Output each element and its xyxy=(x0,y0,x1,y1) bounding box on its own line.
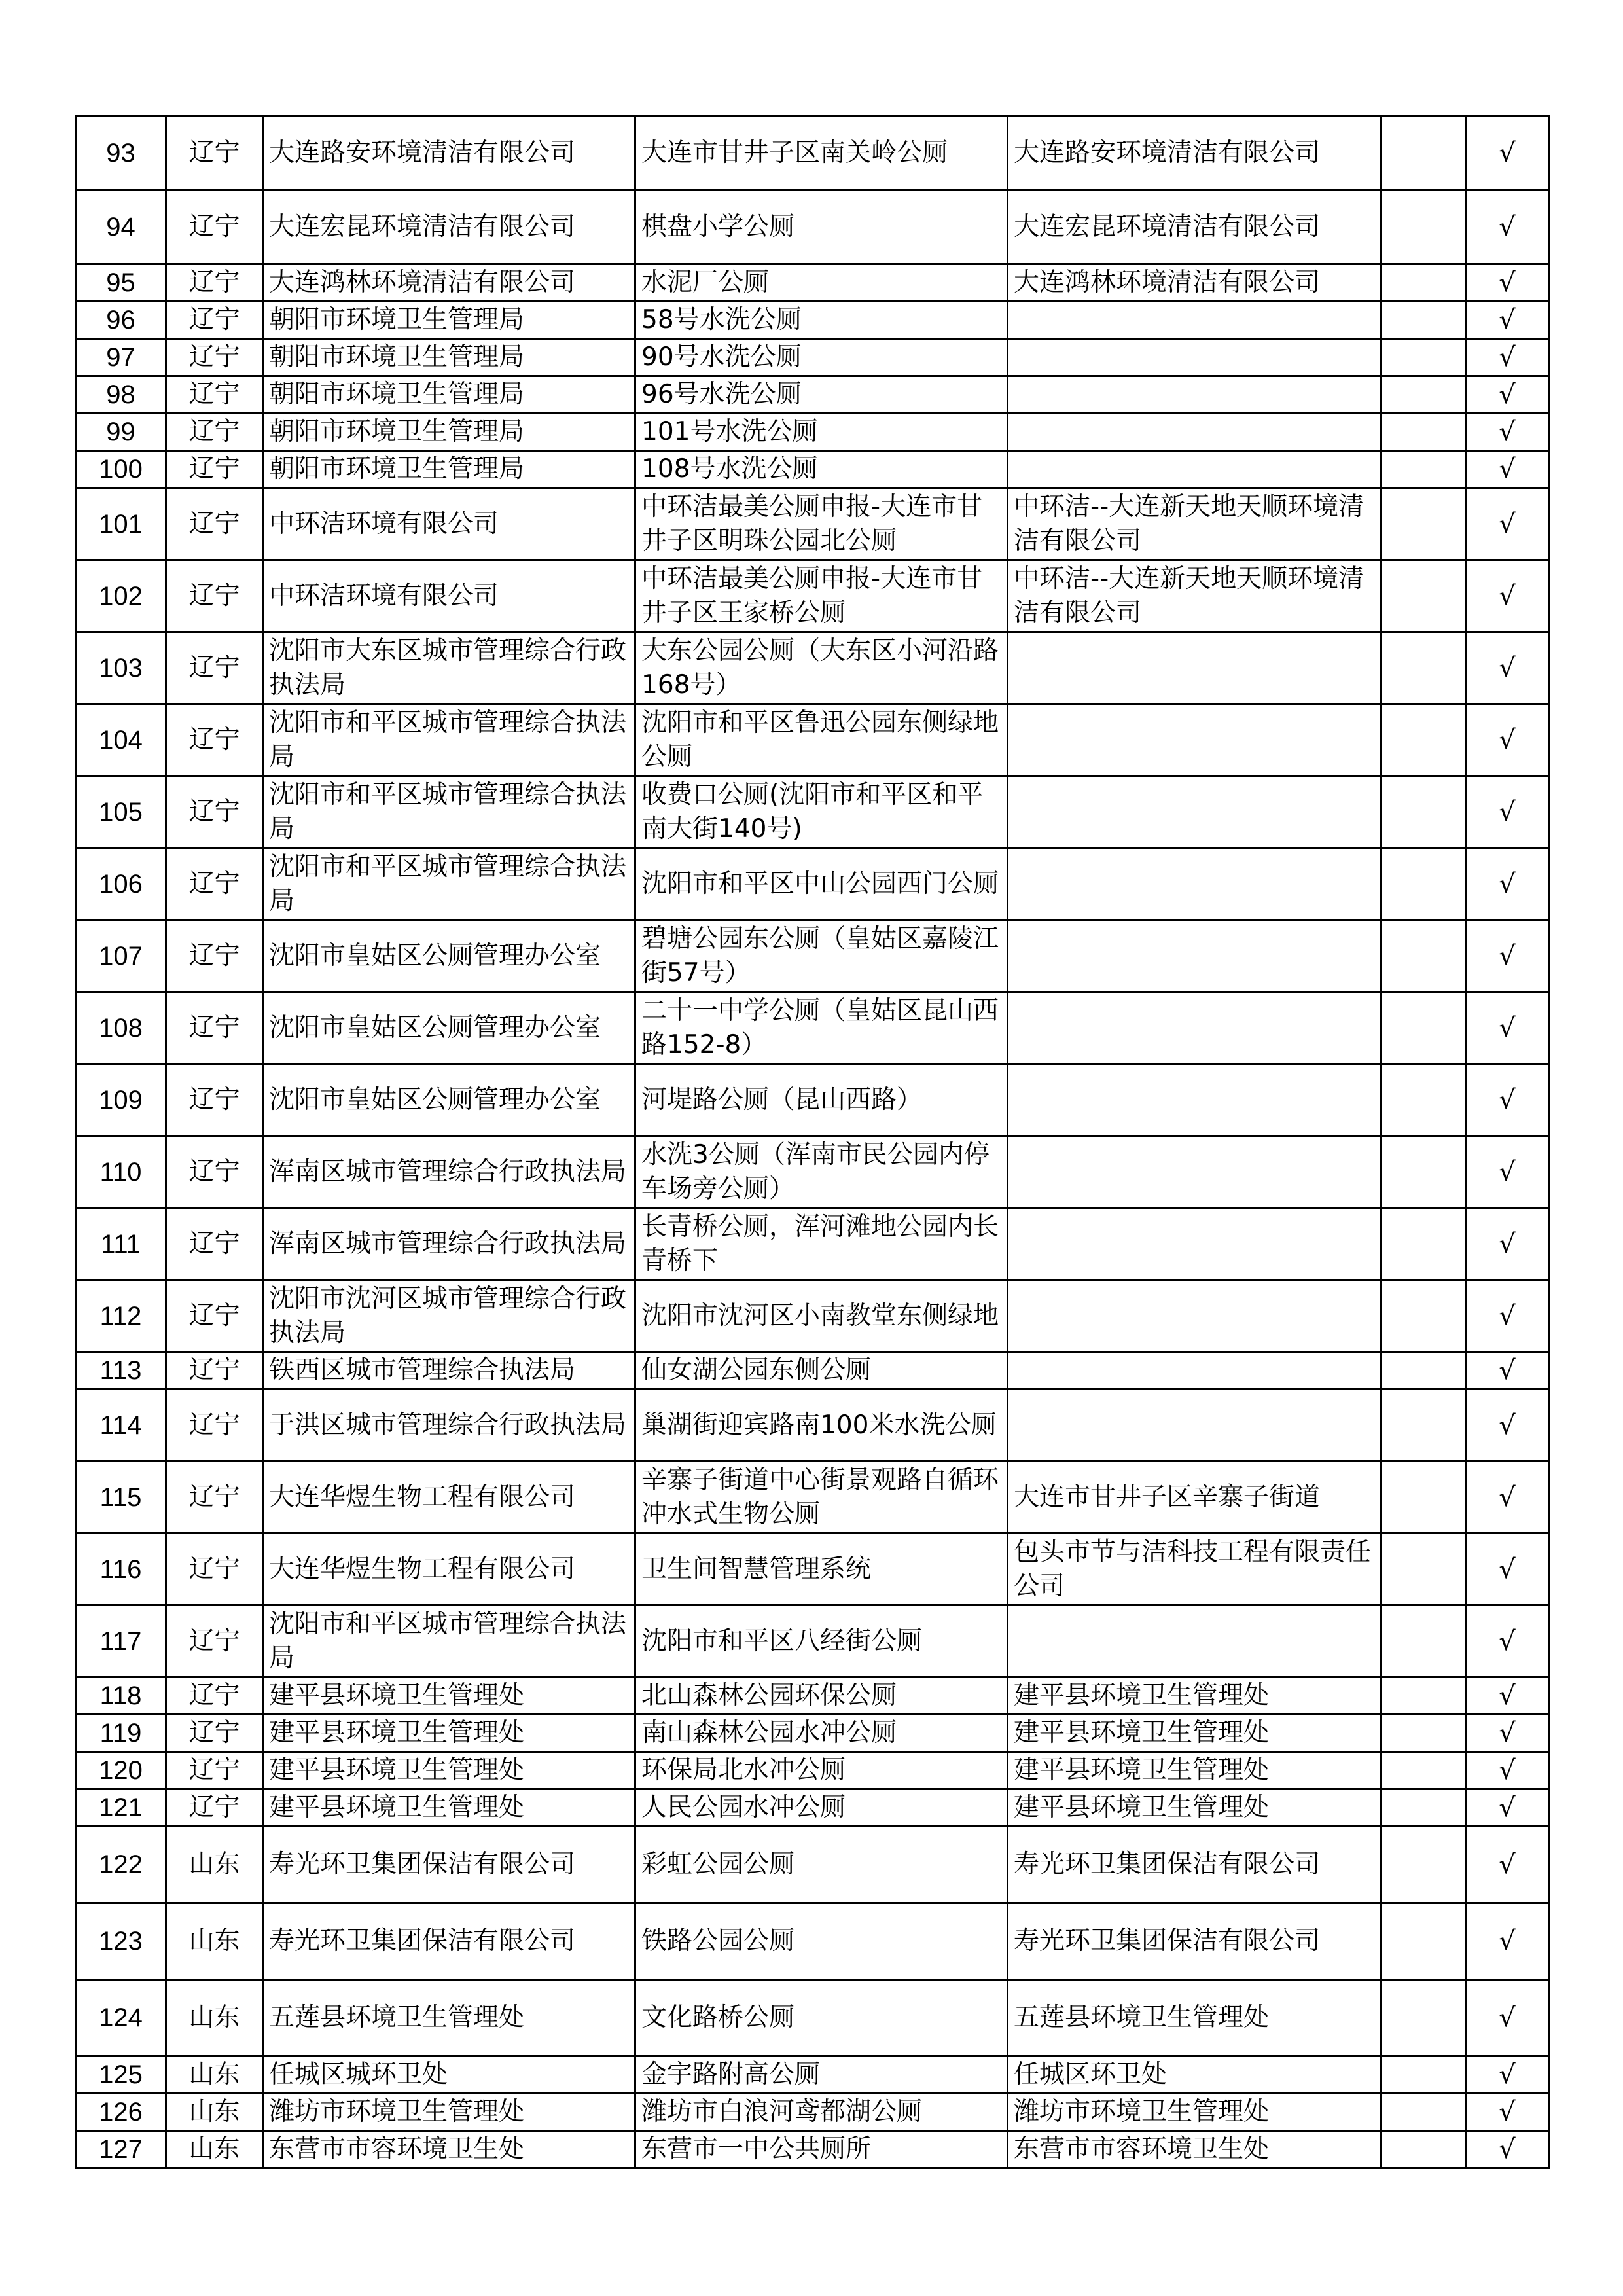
management-unit-cell xyxy=(1008,1390,1382,1462)
note-cell xyxy=(1382,451,1466,488)
management-unit-cell: 五莲县环境卫生管理处 xyxy=(1008,1980,1382,2056)
row-number: 125 xyxy=(76,2056,166,2094)
toilet-name-cell: 大连市甘井子区南关岭公厕 xyxy=(635,117,1008,190)
table-row xyxy=(76,1752,1549,1789)
note-cell xyxy=(1382,1390,1466,1462)
toilet-name-cell: 辛寨子街道中心街景观路自循环冲水式生物公厕 xyxy=(635,1462,1008,1534)
check-mark-cell: √ xyxy=(1466,339,1549,376)
management-unit-cell xyxy=(1008,1136,1382,1208)
table-row xyxy=(76,1677,1549,1715)
check-mark-cell: √ xyxy=(1466,1677,1549,1715)
management-unit-cell xyxy=(1008,1605,1382,1677)
province-cell: 辽宁 xyxy=(166,560,263,632)
note-cell xyxy=(1382,704,1466,776)
check-mark-cell: √ xyxy=(1466,1605,1549,1677)
management-unit-cell xyxy=(1008,451,1382,488)
note-cell xyxy=(1382,1677,1466,1715)
row-number: 109 xyxy=(76,1064,166,1136)
note-cell xyxy=(1382,1752,1466,1789)
toilet-name-cell: 东营市一中公共厕所 xyxy=(635,2131,1008,2168)
table-row xyxy=(76,414,1549,451)
toilet-list-table xyxy=(75,115,1550,2169)
toilet-name-cell: 卫生间智慧管理系统 xyxy=(635,1534,1008,1605)
toilet-name-cell: 58号水洗公厕 xyxy=(635,302,1008,339)
organization-cell: 沈阳市皇姑区公厕管理办公室 xyxy=(263,1064,635,1136)
note-cell xyxy=(1382,302,1466,339)
row-number: 108 xyxy=(76,992,166,1064)
toilet-name-cell: 收费口公厕(沈阳市和平区和平南大街140号) xyxy=(635,776,1008,848)
table-row xyxy=(76,1352,1549,1390)
table-row xyxy=(76,848,1549,920)
row-number: 123 xyxy=(76,1903,166,1980)
table-row xyxy=(76,376,1549,414)
province-cell: 辽宁 xyxy=(166,920,263,992)
table-row xyxy=(76,302,1549,339)
row-number: 121 xyxy=(76,1789,166,1827)
management-unit-cell: 中环洁--大连新天地天顺环境清洁有限公司 xyxy=(1008,488,1382,560)
note-cell xyxy=(1382,376,1466,414)
note-cell xyxy=(1382,1352,1466,1390)
row-number: 93 xyxy=(76,117,166,190)
management-unit-cell xyxy=(1008,339,1382,376)
toilet-name-cell: 96号水洗公厕 xyxy=(635,376,1008,414)
management-unit-cell: 大连路安环境清洁有限公司 xyxy=(1008,117,1382,190)
note-cell xyxy=(1382,264,1466,302)
note-cell xyxy=(1382,632,1466,704)
row-number: 110 xyxy=(76,1136,166,1208)
organization-cell: 寿光环卫集团保洁有限公司 xyxy=(263,1827,635,1903)
table-row xyxy=(76,1980,1549,2056)
toilet-name-cell: 碧塘公园东公厕（皇姑区嘉陵江街57号） xyxy=(635,920,1008,992)
row-number: 127 xyxy=(76,2131,166,2168)
check-mark-cell: √ xyxy=(1466,376,1549,414)
table-row xyxy=(76,1534,1549,1605)
check-mark-cell: √ xyxy=(1466,451,1549,488)
table-row xyxy=(76,117,1549,190)
check-mark-cell: √ xyxy=(1466,1827,1549,1903)
province-cell: 山东 xyxy=(166,1903,263,1980)
check-mark-cell: √ xyxy=(1466,704,1549,776)
management-unit-cell: 包头市节与洁科技工程有限责任公司 xyxy=(1008,1534,1382,1605)
toilet-name-cell: 文化路桥公厕 xyxy=(635,1980,1008,2056)
row-number: 94 xyxy=(76,190,166,264)
check-mark-cell: √ xyxy=(1466,117,1549,190)
toilet-name-cell: 大东公园公厕（大东区小河沿路168号） xyxy=(635,632,1008,704)
note-cell xyxy=(1382,2056,1466,2094)
province-cell: 辽宁 xyxy=(166,190,263,264)
note-cell xyxy=(1382,488,1466,560)
organization-cell: 寿光环卫集团保洁有限公司 xyxy=(263,1903,635,1980)
table-row xyxy=(76,2131,1549,2168)
note-cell xyxy=(1382,1903,1466,1980)
check-mark-cell: √ xyxy=(1466,2131,1549,2168)
note-cell xyxy=(1382,848,1466,920)
province-cell: 辽宁 xyxy=(166,376,263,414)
organization-cell: 大连华煜生物工程有限公司 xyxy=(263,1534,635,1605)
note-cell xyxy=(1382,920,1466,992)
organization-cell: 东营市市容环境卫生处 xyxy=(263,2131,635,2168)
check-mark-cell: √ xyxy=(1466,2094,1549,2131)
note-cell xyxy=(1382,1715,1466,1752)
management-unit-cell: 建平县环境卫生管理处 xyxy=(1008,1677,1382,1715)
check-mark-cell: √ xyxy=(1466,1789,1549,1827)
management-unit-cell: 潍坊市环境卫生管理处 xyxy=(1008,2094,1382,2131)
province-cell: 辽宁 xyxy=(166,1715,263,1752)
toilet-name-cell: 潍坊市白浪河鸢都湖公厕 xyxy=(635,2094,1008,2131)
note-cell xyxy=(1382,1208,1466,1280)
organization-cell: 中环洁环境有限公司 xyxy=(263,488,635,560)
row-number: 114 xyxy=(76,1390,166,1462)
table-row xyxy=(76,190,1549,264)
note-cell xyxy=(1382,1064,1466,1136)
note-cell xyxy=(1382,1136,1466,1208)
check-mark-cell: √ xyxy=(1466,920,1549,992)
organization-cell: 朝阳市环境卫生管理局 xyxy=(263,376,635,414)
management-unit-cell: 建平县环境卫生管理处 xyxy=(1008,1715,1382,1752)
note-cell xyxy=(1382,1534,1466,1605)
organization-cell: 中环洁环境有限公司 xyxy=(263,560,635,632)
table-row xyxy=(76,920,1549,992)
row-number: 99 xyxy=(76,414,166,451)
note-cell xyxy=(1382,560,1466,632)
row-number: 98 xyxy=(76,376,166,414)
check-mark-cell: √ xyxy=(1466,414,1549,451)
organization-cell: 沈阳市皇姑区公厕管理办公室 xyxy=(263,992,635,1064)
province-cell: 辽宁 xyxy=(166,776,263,848)
table-row xyxy=(76,1789,1549,1827)
row-number: 111 xyxy=(76,1208,166,1280)
note-cell xyxy=(1382,117,1466,190)
province-cell: 山东 xyxy=(166,2056,263,2094)
province-cell: 辽宁 xyxy=(166,1208,263,1280)
row-number: 95 xyxy=(76,264,166,302)
province-cell: 辽宁 xyxy=(166,1534,263,1605)
table-row xyxy=(76,704,1549,776)
province-cell: 辽宁 xyxy=(166,302,263,339)
organization-cell: 朝阳市环境卫生管理局 xyxy=(263,302,635,339)
organization-cell: 建平县环境卫生管理处 xyxy=(263,1752,635,1789)
organization-cell: 潍坊市环境卫生管理处 xyxy=(263,2094,635,2131)
row-number: 126 xyxy=(76,2094,166,2131)
province-cell: 辽宁 xyxy=(166,632,263,704)
check-mark-cell: √ xyxy=(1466,302,1549,339)
toilet-name-cell: 环保局北水冲公厕 xyxy=(635,1752,1008,1789)
toilet-name-cell: 北山森林公园环保公厕 xyxy=(635,1677,1008,1715)
toilet-name-cell: 108号水洗公厕 xyxy=(635,451,1008,488)
table-row xyxy=(76,488,1549,560)
table-row xyxy=(76,1605,1549,1677)
check-mark-cell: √ xyxy=(1466,1980,1549,2056)
management-unit-cell xyxy=(1008,632,1382,704)
management-unit-cell: 大连鸿林环境清洁有限公司 xyxy=(1008,264,1382,302)
toilet-name-cell: 水洗3公厕（浑南市民公园内停车场旁公厕） xyxy=(635,1136,1008,1208)
row-number: 100 xyxy=(76,451,166,488)
province-cell: 辽宁 xyxy=(166,1390,263,1462)
row-number: 113 xyxy=(76,1352,166,1390)
province-cell: 山东 xyxy=(166,2094,263,2131)
check-mark-cell: √ xyxy=(1466,2056,1549,2094)
organization-cell: 建平县环境卫生管理处 xyxy=(263,1789,635,1827)
row-number: 106 xyxy=(76,848,166,920)
toilet-name-cell: 沈阳市和平区八经街公厕 xyxy=(635,1605,1008,1677)
row-number: 124 xyxy=(76,1980,166,2056)
table-row xyxy=(76,1462,1549,1534)
toilet-name-cell: 巢湖街迎宾路南100米水洗公厕 xyxy=(635,1390,1008,1462)
note-cell xyxy=(1382,2131,1466,2168)
organization-cell: 朝阳市环境卫生管理局 xyxy=(263,339,635,376)
row-number: 119 xyxy=(76,1715,166,1752)
organization-cell: 建平县环境卫生管理处 xyxy=(263,1715,635,1752)
toilet-name-cell: 南山森林公园水冲公厕 xyxy=(635,1715,1008,1752)
table-row xyxy=(76,560,1549,632)
toilet-name-cell: 90号水洗公厕 xyxy=(635,339,1008,376)
province-cell: 辽宁 xyxy=(166,848,263,920)
province-cell: 辽宁 xyxy=(166,488,263,560)
check-mark-cell: √ xyxy=(1466,1715,1549,1752)
row-number: 107 xyxy=(76,920,166,992)
toilet-name-cell: 铁路公园公厕 xyxy=(635,1903,1008,1980)
check-mark-cell: √ xyxy=(1466,1280,1549,1352)
province-cell: 辽宁 xyxy=(166,1677,263,1715)
note-cell xyxy=(1382,1280,1466,1352)
organization-cell: 大连鸿林环境清洁有限公司 xyxy=(263,264,635,302)
province-cell: 辽宁 xyxy=(166,339,263,376)
note-cell xyxy=(1382,1980,1466,2056)
organization-cell: 大连宏昆环境清洁有限公司 xyxy=(263,190,635,264)
organization-cell: 沈阳市和平区城市管理综合执法局 xyxy=(263,704,635,776)
row-number: 112 xyxy=(76,1280,166,1352)
management-unit-cell: 任城区环卫处 xyxy=(1008,2056,1382,2094)
table-row xyxy=(76,2056,1549,2094)
check-mark-cell: √ xyxy=(1466,1752,1549,1789)
organization-cell: 沈阳市和平区城市管理综合执法局 xyxy=(263,848,635,920)
check-mark-cell: √ xyxy=(1466,776,1549,848)
province-cell: 山东 xyxy=(166,1980,263,2056)
check-mark-cell: √ xyxy=(1466,1903,1549,1980)
row-number: 116 xyxy=(76,1534,166,1605)
note-cell xyxy=(1382,339,1466,376)
row-number: 122 xyxy=(76,1827,166,1903)
management-unit-cell: 建平县环境卫生管理处 xyxy=(1008,1752,1382,1789)
province-cell: 辽宁 xyxy=(166,264,263,302)
management-unit-cell xyxy=(1008,1352,1382,1390)
note-cell xyxy=(1382,1789,1466,1827)
organization-cell: 于洪区城市管理综合行政执法局 xyxy=(263,1390,635,1462)
check-mark-cell: √ xyxy=(1466,1534,1549,1605)
management-unit-cell xyxy=(1008,992,1382,1064)
toilet-name-cell: 中环洁最美公厕申报-大连市甘井子区王家桥公厕 xyxy=(635,560,1008,632)
note-cell xyxy=(1382,776,1466,848)
row-number: 103 xyxy=(76,632,166,704)
row-number: 105 xyxy=(76,776,166,848)
toilet-name-cell: 金宇路附高公厕 xyxy=(635,2056,1008,2094)
row-number: 102 xyxy=(76,560,166,632)
table-row xyxy=(76,264,1549,302)
toilet-name-cell: 中环洁最美公厕申报-大连市甘井子区明珠公园北公厕 xyxy=(635,488,1008,560)
row-number: 97 xyxy=(76,339,166,376)
province-cell: 山东 xyxy=(166,1827,263,1903)
table-row xyxy=(76,1064,1549,1136)
row-number: 118 xyxy=(76,1677,166,1715)
check-mark-cell: √ xyxy=(1466,848,1549,920)
table-row xyxy=(76,632,1549,704)
management-unit-cell: 寿光环卫集团保洁有限公司 xyxy=(1008,1903,1382,1980)
province-cell: 辽宁 xyxy=(166,1136,263,1208)
organization-cell: 任城区城环卫处 xyxy=(263,2056,635,2094)
toilet-name-cell: 长青桥公厕，浑河滩地公园内长青桥下 xyxy=(635,1208,1008,1280)
management-unit-cell: 建平县环境卫生管理处 xyxy=(1008,1789,1382,1827)
toilet-name-cell: 101号水洗公厕 xyxy=(635,414,1008,451)
organization-cell: 浑南区城市管理综合行政执法局 xyxy=(263,1208,635,1280)
organization-cell: 铁西区城市管理综合执法局 xyxy=(263,1352,635,1390)
note-cell xyxy=(1382,414,1466,451)
table-row xyxy=(76,1903,1549,1980)
table-row xyxy=(76,2094,1549,2131)
organization-cell: 五莲县环境卫生管理处 xyxy=(263,1980,635,2056)
check-mark-cell: √ xyxy=(1466,190,1549,264)
table-row xyxy=(76,1208,1549,1280)
check-mark-cell: √ xyxy=(1466,1462,1549,1534)
check-mark-cell: √ xyxy=(1466,1352,1549,1390)
organization-cell: 朝阳市环境卫生管理局 xyxy=(263,451,635,488)
table-row xyxy=(76,1715,1549,1752)
organization-cell: 大连路安环境清洁有限公司 xyxy=(263,117,635,190)
organization-cell: 沈阳市大东区城市管理综合行政执法局 xyxy=(263,632,635,704)
management-unit-cell: 大连宏昆环境清洁有限公司 xyxy=(1008,190,1382,264)
management-unit-cell xyxy=(1008,302,1382,339)
row-number: 104 xyxy=(76,704,166,776)
toilet-name-cell: 棋盘小学公厕 xyxy=(635,190,1008,264)
table-row xyxy=(76,451,1549,488)
organization-cell: 建平县环境卫生管理处 xyxy=(263,1677,635,1715)
toilet-name-cell: 人民公园水冲公厕 xyxy=(635,1789,1008,1827)
province-cell: 辽宁 xyxy=(166,414,263,451)
note-cell xyxy=(1382,1827,1466,1903)
organization-cell: 浑南区城市管理综合行政执法局 xyxy=(263,1136,635,1208)
check-mark-cell: √ xyxy=(1466,560,1549,632)
province-cell: 辽宁 xyxy=(166,117,263,190)
row-number: 117 xyxy=(76,1605,166,1677)
organization-cell: 沈阳市沈河区城市管理综合行政执法局 xyxy=(263,1280,635,1352)
province-cell: 辽宁 xyxy=(166,1280,263,1352)
note-cell xyxy=(1382,1462,1466,1534)
table-row xyxy=(76,1827,1549,1903)
province-cell: 辽宁 xyxy=(166,1752,263,1789)
province-cell: 辽宁 xyxy=(166,1352,263,1390)
toilet-name-cell: 沈阳市和平区中山公园西门公厕 xyxy=(635,848,1008,920)
management-unit-cell xyxy=(1008,776,1382,848)
table-row xyxy=(76,1390,1549,1462)
organization-cell: 沈阳市皇姑区公厕管理办公室 xyxy=(263,920,635,992)
table-row xyxy=(76,1280,1549,1352)
toilet-name-cell: 水泥厂公厕 xyxy=(635,264,1008,302)
toilet-name-cell: 河堤路公厕（昆山西路） xyxy=(635,1064,1008,1136)
row-number: 120 xyxy=(76,1752,166,1789)
toilet-name-cell: 二十一中学公厕（皇姑区昆山西路152-8） xyxy=(635,992,1008,1064)
note-cell xyxy=(1382,1605,1466,1677)
management-unit-cell xyxy=(1008,1280,1382,1352)
check-mark-cell: √ xyxy=(1466,488,1549,560)
management-unit-cell: 寿光环卫集团保洁有限公司 xyxy=(1008,1827,1382,1903)
note-cell xyxy=(1382,992,1466,1064)
organization-cell: 沈阳市和平区城市管理综合执法局 xyxy=(263,776,635,848)
row-number: 96 xyxy=(76,302,166,339)
check-mark-cell: √ xyxy=(1466,1064,1549,1136)
table-row xyxy=(76,992,1549,1064)
organization-cell: 大连华煜生物工程有限公司 xyxy=(263,1462,635,1534)
organization-cell: 沈阳市和平区城市管理综合执法局 xyxy=(263,1605,635,1677)
toilet-name-cell: 彩虹公园公厕 xyxy=(635,1827,1008,1903)
organization-cell: 朝阳市环境卫生管理局 xyxy=(263,414,635,451)
toilet-name-cell: 沈阳市沈河区小南教堂东侧绿地 xyxy=(635,1280,1008,1352)
management-unit-cell: 东营市市容环境卫生处 xyxy=(1008,2131,1382,2168)
management-unit-cell xyxy=(1008,1064,1382,1136)
management-unit-cell xyxy=(1008,848,1382,920)
management-unit-cell xyxy=(1008,1208,1382,1280)
province-cell: 辽宁 xyxy=(166,1605,263,1677)
management-unit-cell: 中环洁--大连新天地天顺环境清洁有限公司 xyxy=(1008,560,1382,632)
province-cell: 辽宁 xyxy=(166,704,263,776)
check-mark-cell: √ xyxy=(1466,264,1549,302)
table-row xyxy=(76,339,1549,376)
management-unit-cell xyxy=(1008,920,1382,992)
province-cell: 山东 xyxy=(166,2131,263,2168)
management-unit-cell xyxy=(1008,414,1382,451)
management-unit-cell: 大连市甘井子区辛寨子街道 xyxy=(1008,1462,1382,1534)
check-mark-cell: √ xyxy=(1466,992,1549,1064)
management-unit-cell xyxy=(1008,704,1382,776)
province-cell: 辽宁 xyxy=(166,1789,263,1827)
province-cell: 辽宁 xyxy=(166,1462,263,1534)
note-cell xyxy=(1382,2094,1466,2131)
province-cell: 辽宁 xyxy=(166,1064,263,1136)
province-cell: 辽宁 xyxy=(166,992,263,1064)
toilet-name-cell: 仙女湖公园东侧公厕 xyxy=(635,1352,1008,1390)
check-mark-cell: √ xyxy=(1466,632,1549,704)
row-number: 115 xyxy=(76,1462,166,1534)
check-mark-cell: √ xyxy=(1466,1136,1549,1208)
note-cell xyxy=(1382,190,1466,264)
check-mark-cell: √ xyxy=(1466,1208,1549,1280)
check-mark-cell: √ xyxy=(1466,1390,1549,1462)
table-row xyxy=(76,776,1549,848)
table-row xyxy=(76,1136,1549,1208)
management-unit-cell xyxy=(1008,376,1382,414)
toilet-name-cell: 沈阳市和平区鲁迅公园东侧绿地公厕 xyxy=(635,704,1008,776)
row-number: 101 xyxy=(76,488,166,560)
province-cell: 辽宁 xyxy=(166,451,263,488)
